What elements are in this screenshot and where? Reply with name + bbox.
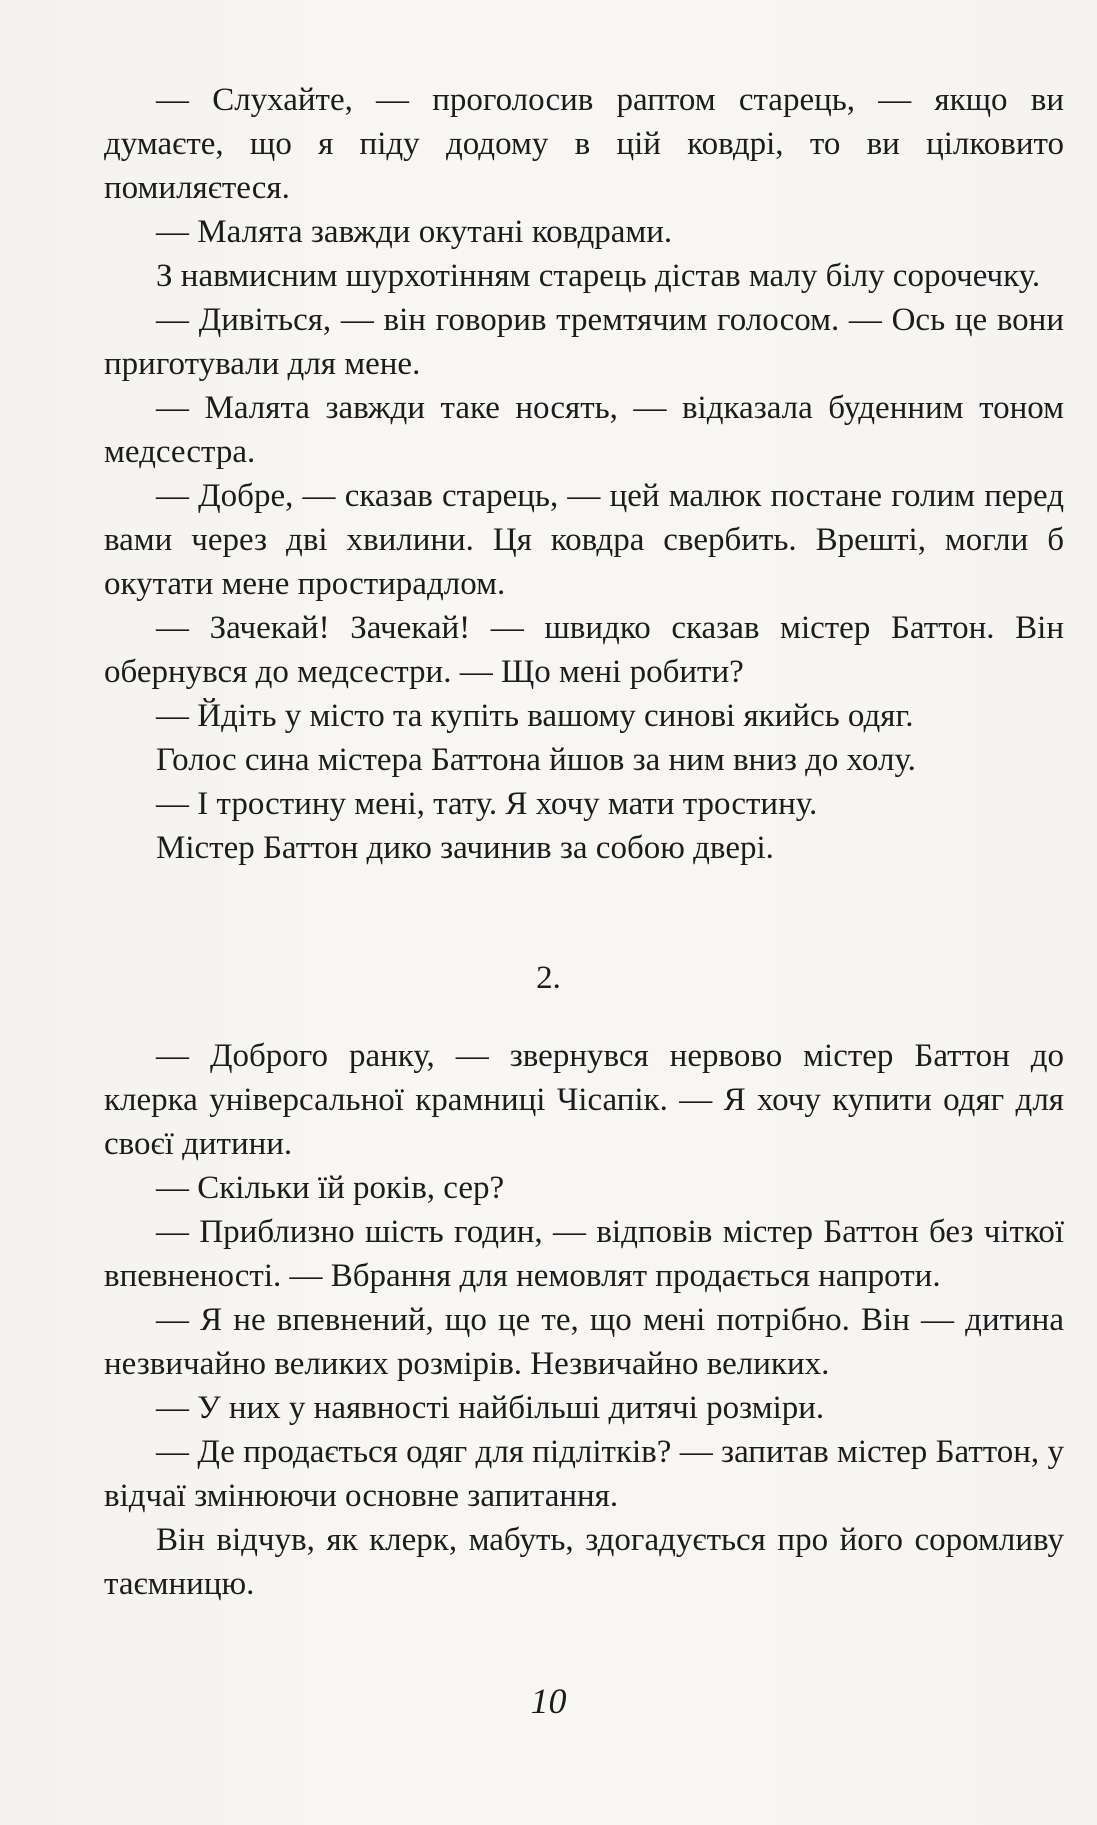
- paragraph: — Де продається одяг для підлітків? — запитав містер Баттон, у відчаї змінюючи основне запитання.: [104, 1434, 1064, 1514]
- section-1-text: [104, 78, 1064, 870]
- paragraph: — І тростину мені, тату. Я хочу мати тростину.: [156, 786, 818, 822]
- paragraph: З навмисним шурхотінням старець дістав малу білу сорочечку.: [156, 258, 1041, 294]
- paragraph: — Приблизно шість годин, — відповів містер Баттон без чіткої впевненості. — Вбрання для немовлят продається напроти.: [104, 1214, 1064, 1294]
- paragraph: Він відчув, як клерк, мабуть, здогадується про його соромливу таємницю.: [104, 1522, 1064, 1602]
- paragraph: — Дивіться, — він говорив тремтячим голосом. — Ось це вони приготували для мене.: [104, 302, 1064, 382]
- paragraph: — Йдіть у місто та купіть вашому синові якийсь одяг.: [156, 698, 914, 734]
- paragraph: Голос сина містера Баттона йшов за ним вниз до холу.: [156, 742, 916, 778]
- paragraph: — Я не впевнений, що це те, що мені потрібно. Він — дитина незвичайно великих розмірів. Незвичайно великих.: [104, 1302, 1064, 1382]
- paragraph: — Доброго ранку, — звернувся нервово містер Баттон до клерка універсальної крамниці Чісапік. — Я хочу купити одяг для своєї дитини.: [104, 1038, 1064, 1162]
- paragraph: — Зачекай! Зачекай! — швидко сказав містер Баттон. Він обернувся до медсестри. — Що мені робити?: [104, 610, 1064, 690]
- section-2-text: [104, 1034, 1064, 1606]
- paragraph: — Добре, — сказав старець, — цей малюк постане голим перед вами через дві хвилини. Ця ковдра свербить. Врешті, могли б окутати мене простирадлом.: [104, 478, 1064, 602]
- paragraph: — Скільки їй років, сер?: [156, 1170, 505, 1206]
- section-number: 2.: [536, 960, 561, 996]
- page-number: 10: [530, 1681, 567, 1721]
- paragraph: Містер Баттон дико зачинив за собою двері.: [156, 830, 774, 866]
- paragraph: — Малята завжди окутані ковдрами.: [156, 214, 673, 250]
- paragraph: — У них у наявності найбільші дитячі розміри.: [156, 1390, 825, 1426]
- paragraph: — Слухайте, — проголосив раптом старець, — якщо ви думаєте, що я піду додому в цій ковдрі, то ви цілковито помиляєтеся.: [104, 82, 1064, 206]
- paragraph: — Малята завжди таке носять, — відказала буденним тоном медсестра.: [104, 390, 1064, 470]
